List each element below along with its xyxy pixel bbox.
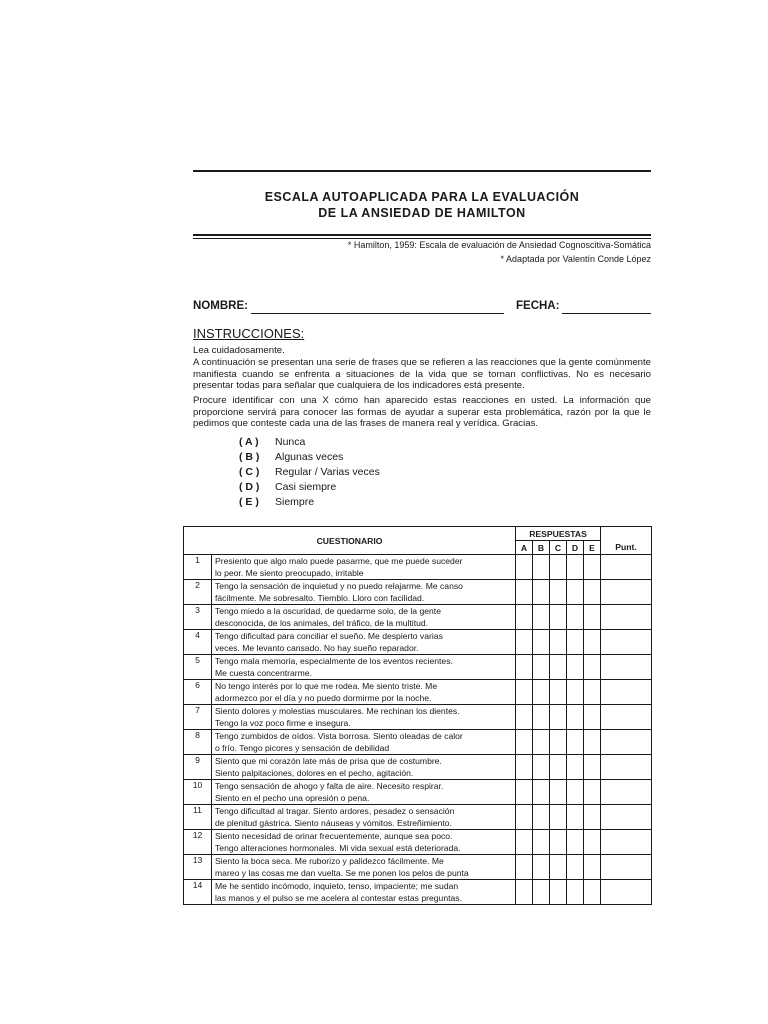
answer-cell-c[interactable]	[550, 805, 567, 830]
table-row	[184, 805, 652, 830]
answer-cell-a[interactable]	[516, 730, 533, 755]
date-label: FECHA:	[516, 300, 560, 312]
answer-cell-c[interactable]	[550, 655, 567, 680]
item-text	[212, 580, 516, 605]
item-text-line1: Tengo mala memoria, especialmente de los eventos recientes.	[215, 656, 453, 666]
answer-cell-c[interactable]	[550, 855, 567, 880]
name-field[interactable]	[251, 313, 504, 314]
table-row	[184, 705, 652, 730]
item-text	[212, 780, 516, 805]
credit-line2: * Adaptada por Valentín Conde López	[500, 254, 651, 264]
answer-cell-b[interactable]	[533, 755, 550, 780]
response-letter-a: A	[516, 541, 533, 555]
answer-cell-d[interactable]	[567, 705, 584, 730]
answer-cell-b[interactable]	[533, 630, 550, 655]
answer-cell-a[interactable]	[516, 780, 533, 805]
answer-cell-c[interactable]	[550, 580, 567, 605]
answer-cell-e[interactable]	[584, 805, 601, 830]
score-cell[interactable]	[601, 655, 652, 680]
item-number: 3	[184, 605, 212, 630]
answer-cell-e[interactable]	[584, 680, 601, 705]
answer-cell-c[interactable]	[550, 605, 567, 630]
questionnaire-table	[183, 526, 652, 905]
item-text-line1: Tengo zumbidos de oídos. Vista borrosa. Siento oleadas de calor	[215, 731, 463, 741]
response-letter-c: C	[550, 541, 567, 555]
response-letter-e: E	[584, 541, 601, 555]
item-text-line1: Me he sentido incómodo, inquieto, tenso, impaciente; me sudan	[215, 881, 459, 891]
item-text-line1: Siento necesidad de orinar frecuentemente, aunque sea poco.	[215, 831, 453, 841]
item-number: 13	[184, 855, 212, 880]
item-text-line1: Tengo dificultad para conciliar el sueño. Me despierto varias	[215, 631, 443, 641]
item-text-line2: Tengo alteraciones hormonales. Mi vida sexual está deteriorada.	[215, 843, 461, 853]
instructions-paragraph-1: A continuación se presentan una serie de frases que se refieren a las reacciones que la gente comúnmente manifiesta cuando se enfrenta a situaciones de la vida que se tornan conflictivas. No es necesario presentar todas para señalar que cualquiera de los indicadores está presente.	[193, 357, 651, 392]
answer-cell-b[interactable]	[533, 830, 550, 855]
answer-cell-c[interactable]	[550, 780, 567, 805]
answer-cell-d[interactable]	[567, 855, 584, 880]
item-text-line2: de plenitud gástrica. Siento náuseas y vómitos. Estreñimiento.	[215, 818, 452, 828]
option-a	[239, 436, 305, 450]
table-row	[184, 630, 652, 655]
score-cell[interactable]	[601, 680, 652, 705]
title-rule	[193, 234, 651, 236]
item-number: 4	[184, 630, 212, 655]
item-number: 14	[184, 880, 212, 905]
item-text	[212, 855, 516, 880]
answer-cell-a[interactable]	[516, 855, 533, 880]
table-row	[184, 755, 652, 780]
item-text-line1: Tengo la sensación de inquietud y no puedo relajarme. Me canso	[215, 581, 463, 591]
score-cell[interactable]	[601, 630, 652, 655]
answer-cell-d[interactable]	[567, 830, 584, 855]
option-key: ( E )	[239, 496, 259, 508]
item-text	[212, 655, 516, 680]
answer-cell-e[interactable]	[584, 855, 601, 880]
answer-cell-e[interactable]	[584, 655, 601, 680]
item-text-line2: o frío. Tengo picores y sensación de debilidad	[215, 743, 390, 753]
score-cell[interactable]	[601, 880, 652, 905]
option-d	[239, 481, 336, 495]
answer-cell-e[interactable]	[584, 605, 601, 630]
item-text	[212, 805, 516, 830]
item-text-line2: adormezco por el día y no puedo dormirme por la noche.	[215, 693, 432, 703]
item-text-line1: Siento dolores y molestias musculares. Me rechinan los dientes.	[215, 706, 460, 716]
answer-cell-e[interactable]	[584, 630, 601, 655]
item-text-line2: mareo y las cosas me dan vuelta. Se me ponen los pelos de punta	[215, 868, 469, 878]
item-text	[212, 755, 516, 780]
answer-cell-a[interactable]	[516, 655, 533, 680]
option-key: ( A )	[239, 436, 259, 448]
table-row	[184, 855, 652, 880]
answer-cell-b[interactable]	[533, 555, 550, 580]
name-label: NOMBRE:	[193, 300, 248, 312]
table-row	[184, 880, 652, 905]
option-e	[239, 496, 314, 510]
answer-cell-e[interactable]	[584, 705, 601, 730]
responses-header: RESPUESTAS	[516, 527, 601, 541]
item-text-line2: Tengo la voz poco firme e insegura.	[215, 718, 351, 728]
answer-cell-d[interactable]	[567, 780, 584, 805]
item-text-line2: lo peor. Me siento preocupado, irritable	[215, 568, 364, 578]
score-cell[interactable]	[601, 855, 652, 880]
answer-cell-e[interactable]	[584, 880, 601, 905]
item-text	[212, 630, 516, 655]
answer-cell-c[interactable]	[550, 880, 567, 905]
item-number: 2	[184, 580, 212, 605]
item-text	[212, 705, 516, 730]
option-text: Nunca	[275, 436, 306, 448]
answer-cell-a[interactable]	[516, 880, 533, 905]
score-cell[interactable]	[601, 555, 652, 580]
answer-cell-b[interactable]	[533, 805, 550, 830]
answer-cell-c[interactable]	[550, 755, 567, 780]
item-text-line1: Siento que mi corazón late más de prisa que de costumbre.	[215, 756, 442, 766]
option-key: ( B )	[239, 451, 260, 463]
answer-cell-b[interactable]	[533, 880, 550, 905]
answer-cell-e[interactable]	[584, 555, 601, 580]
item-text-line2: Me cuesta concentrarme.	[215, 668, 312, 678]
option-text: Siempre	[275, 496, 315, 508]
table-row	[184, 680, 652, 705]
table-row	[184, 605, 652, 630]
date-field[interactable]	[562, 313, 651, 314]
option-text: Casi siempre	[275, 481, 337, 493]
table-row	[184, 730, 652, 755]
item-number: 5	[184, 655, 212, 680]
answer-cell-d[interactable]	[567, 630, 584, 655]
answer-cell-d[interactable]	[567, 805, 584, 830]
answer-cell-a[interactable]	[516, 605, 533, 630]
item-text	[212, 605, 516, 630]
answer-cell-d[interactable]	[567, 655, 584, 680]
answer-cell-b[interactable]	[533, 730, 550, 755]
answer-cell-d[interactable]	[567, 680, 584, 705]
item-number: 8	[184, 730, 212, 755]
score-cell[interactable]	[601, 730, 652, 755]
table-row	[184, 830, 652, 855]
answer-cell-e[interactable]	[584, 830, 601, 855]
score-cell[interactable]	[601, 755, 652, 780]
option-key: ( C )	[239, 466, 260, 478]
item-text	[212, 880, 516, 905]
answer-cell-e[interactable]	[584, 755, 601, 780]
score-cell[interactable]	[601, 780, 652, 805]
answer-cell-c[interactable]	[550, 630, 567, 655]
item-text-line1: No tengo interés por lo que me rodea. Me siento triste. Me	[215, 681, 438, 691]
answer-cell-e[interactable]	[584, 730, 601, 755]
item-number: 7	[184, 705, 212, 730]
answer-cell-b[interactable]	[533, 655, 550, 680]
answer-cell-e[interactable]	[584, 780, 601, 805]
table-row	[184, 580, 652, 605]
instructions-heading: INSTRUCCIONES:	[193, 326, 305, 341]
answer-cell-c[interactable]	[550, 705, 567, 730]
answer-cell-a[interactable]	[516, 805, 533, 830]
item-text-line1: Presiento que algo malo puede pasarme, que me puede suceder	[215, 556, 463, 566]
item-text-line2: Siento en el pecho una opresión o pena.	[215, 793, 370, 803]
answer-cell-b[interactable]	[533, 680, 550, 705]
item-number: 9	[184, 755, 212, 780]
score-cell[interactable]	[601, 605, 652, 630]
instructions-line-1: Lea cuidadosamente.	[193, 345, 285, 356]
answer-cell-c[interactable]	[550, 680, 567, 705]
answer-cell-d[interactable]	[567, 605, 584, 630]
instructions-paragraph-2: Procure identificar con una X cómo han aparecido estas reacciones en usted. La información que proporcione servirá para conocer las formas de ayudar a superar esta problemática, razón por la que le pedimos que conteste cada una de las frases de manera real y verídica. Gracias.	[193, 395, 651, 430]
credit-line1: * Hamilton, 1959: Escala de evaluación de Ansiedad Cognoscitiva-Somática	[347, 240, 651, 250]
answer-cell-a[interactable]	[516, 580, 533, 605]
score-header-top	[601, 527, 652, 541]
title-rule-thin	[193, 238, 651, 239]
answer-cell-e[interactable]	[584, 580, 601, 605]
answer-cell-a[interactable]	[516, 755, 533, 780]
answer-cell-c[interactable]	[550, 555, 567, 580]
option-text: Regular / Varias veces	[275, 466, 380, 478]
answer-cell-b[interactable]	[533, 580, 550, 605]
top-rule	[193, 170, 651, 172]
item-text-line1: Siento la boca seca. Me ruborizo y palidezco fácilmente. Me	[215, 856, 444, 866]
answer-cell-b[interactable]	[533, 780, 550, 805]
answer-cell-d[interactable]	[567, 755, 584, 780]
item-number: 11	[184, 805, 212, 830]
score-cell[interactable]	[601, 805, 652, 830]
item-number: 12	[184, 830, 212, 855]
item-text	[212, 830, 516, 855]
answer-cell-c[interactable]	[550, 830, 567, 855]
answer-cell-b[interactable]	[533, 705, 550, 730]
item-text-line1: Tengo dificultad al tragar. Siento ardores, pesadez o sensación	[215, 806, 455, 816]
document-title-line1: ESCALA AUTOAPLICADA PARA LA EVALUACIÓN	[264, 190, 580, 204]
answer-cell-d[interactable]	[567, 880, 584, 905]
item-text-line1: Tengo miedo a la oscuridad, de quedarme solo, de la gente	[215, 606, 441, 616]
answer-cell-b[interactable]	[533, 855, 550, 880]
item-number: 10	[184, 780, 212, 805]
option-key: ( D )	[239, 481, 260, 493]
answer-cell-d[interactable]	[567, 580, 584, 605]
option-c	[239, 466, 380, 480]
document-title-line2: DE LA ANSIEDAD DE HAMILTON	[318, 206, 526, 220]
answer-cell-d[interactable]	[567, 730, 584, 755]
item-text-line2: desconocida, de los animales, del tráfico, de la multitud.	[215, 618, 429, 628]
table-row	[184, 555, 652, 580]
answer-cell-d[interactable]	[567, 555, 584, 580]
response-letter-b: B	[533, 541, 550, 555]
option-b	[239, 451, 343, 465]
answer-cell-a[interactable]	[516, 680, 533, 705]
item-text	[212, 555, 516, 580]
answer-cell-a[interactable]	[516, 555, 533, 580]
answer-cell-a[interactable]	[516, 705, 533, 730]
item-text	[212, 730, 516, 755]
score-cell[interactable]	[601, 705, 652, 730]
score-cell[interactable]	[601, 580, 652, 605]
item-number: 1	[184, 555, 212, 580]
answer-cell-a[interactable]	[516, 830, 533, 855]
option-text: Algunas veces	[275, 451, 344, 463]
item-text-line2: fácilmente. Me sobresalto. Tiemblo. Lloro con facilidad.	[215, 593, 425, 603]
score-cell[interactable]	[601, 830, 652, 855]
answer-cell-b[interactable]	[533, 605, 550, 630]
score-header: Punt.	[601, 541, 652, 555]
table-row	[184, 780, 652, 805]
answer-cell-a[interactable]	[516, 630, 533, 655]
item-number: 6	[184, 680, 212, 705]
response-letter-d: D	[567, 541, 584, 555]
item-text-line2: veces. Me levanto cansado. No hay sueño reparador.	[215, 643, 419, 653]
answer-cell-c[interactable]	[550, 730, 567, 755]
item-text	[212, 680, 516, 705]
table-row	[184, 655, 652, 680]
questionnaire-rows	[184, 555, 652, 905]
item-text-line1: Tengo sensación de ahogo y falta de aire. Necesito respirar.	[215, 781, 444, 791]
questionnaire-header: CUESTIONARIO	[184, 527, 516, 555]
item-text-line2: Siento palpitaciones, dolores en el pecho, agitación.	[215, 768, 414, 778]
item-text-line2: las manos y el pulso se me acelera al contestar estas preguntas.	[215, 893, 462, 903]
